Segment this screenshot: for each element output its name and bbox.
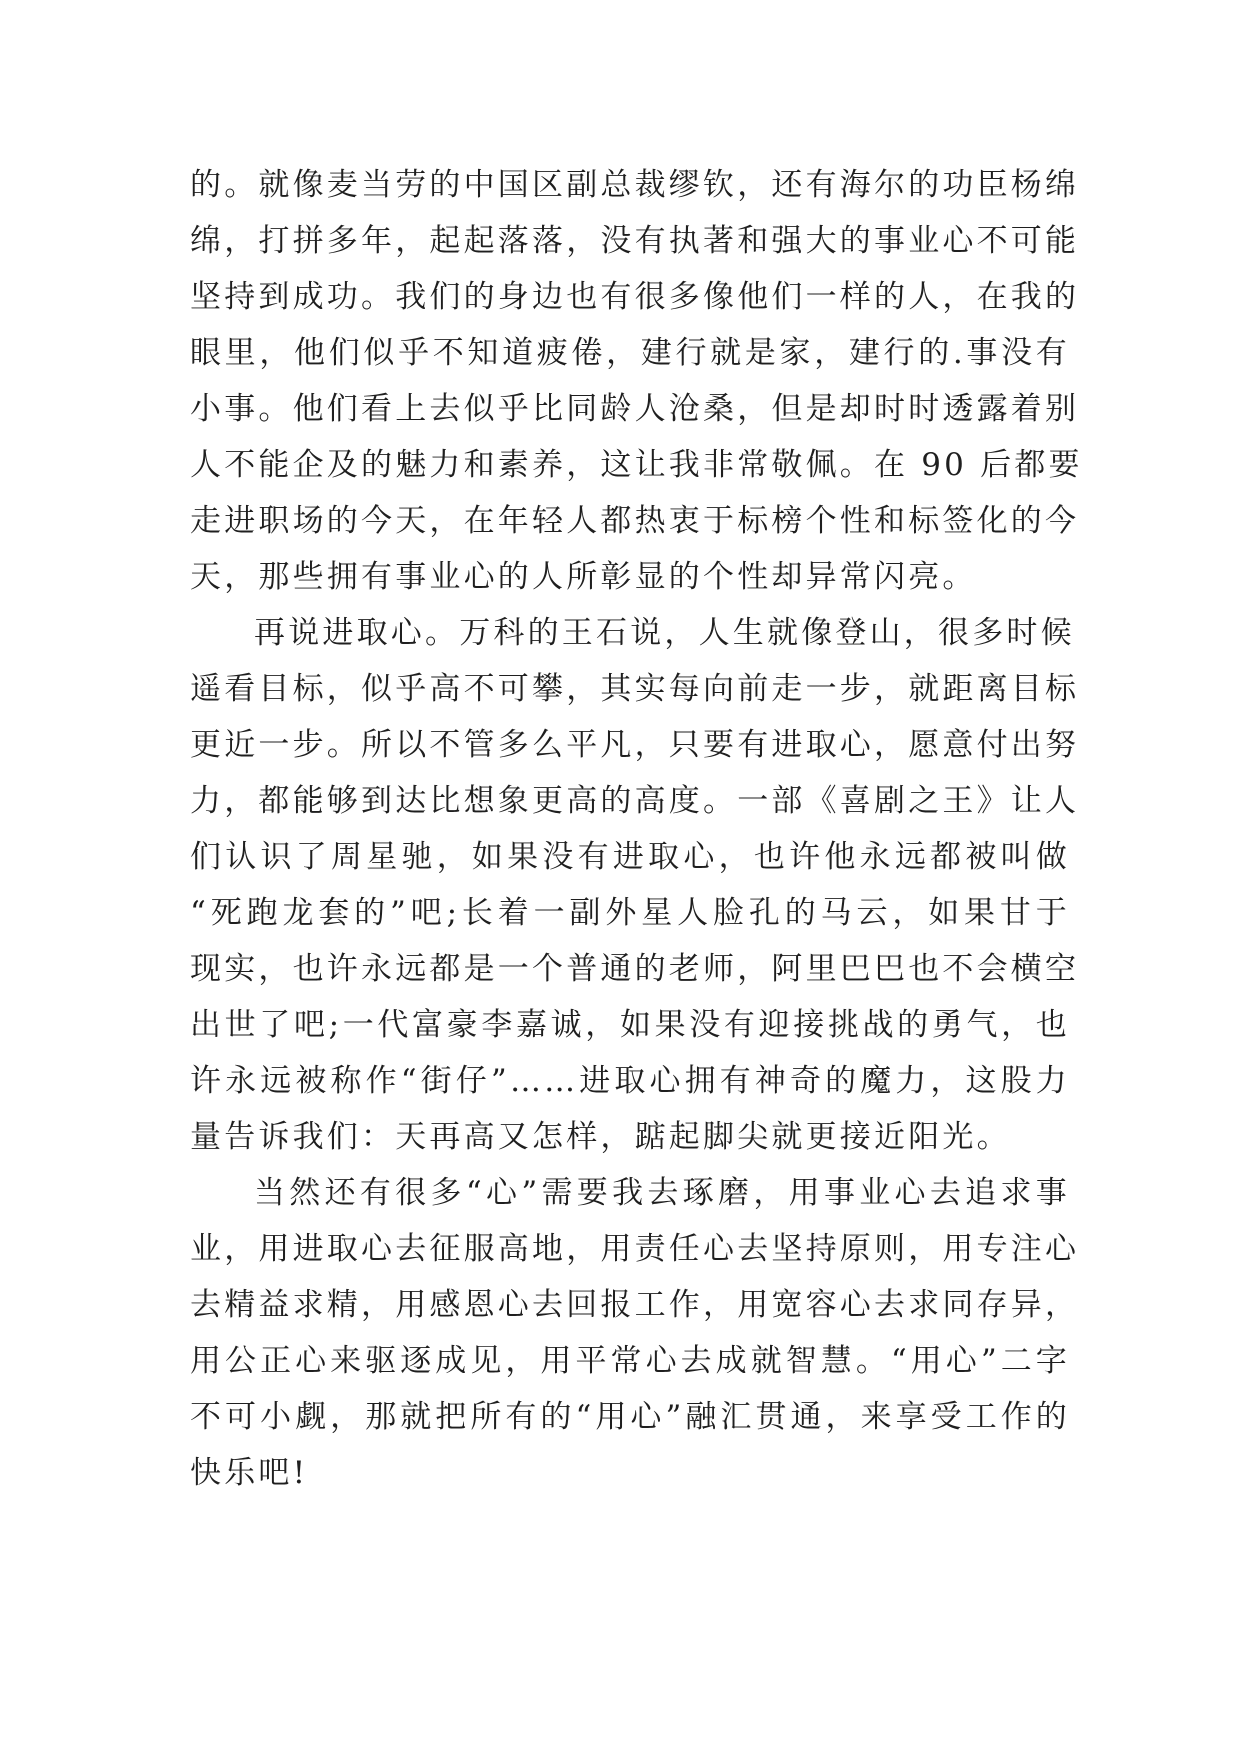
text-line: 眼里，他们似乎不知道疲倦，建行就是家，建行的.事没有 bbox=[190, 335, 1070, 371]
text-line: 的。就像麦当劳的中国区副总裁缪钦，还有海尔的功臣杨绵 bbox=[190, 167, 1080, 203]
text-line: 去精益求精，用感恩心去回报工作，用宽容心去求同存异， bbox=[190, 1287, 1080, 1323]
text-line: 用公正心来驱逐成见，用平常心去成就智慧。“用心”二字 bbox=[190, 1343, 1070, 1379]
text-line: 不可小觑，那就把所有的“用心”融汇贯通，来享受工作的 bbox=[190, 1399, 1070, 1435]
text-line: 现实，也许永远都是一个普通的老师，阿里巴巴也不会横空 bbox=[190, 951, 1080, 987]
text-line: 快乐吧! bbox=[190, 1455, 309, 1491]
text-line: 走进职场的今天，在年轻人都热衷于标榜个性和标签化的今 bbox=[190, 503, 1080, 539]
text-line: 力，都能够到达比想象更高的高度。一部《喜剧之王》让人 bbox=[190, 783, 1080, 819]
text-line: 遥看目标，似乎高不可攀，其实每向前走一步，就距离目标 bbox=[190, 671, 1080, 707]
text-line: 人不能企及的魅力和素养，这让我非常敬佩。在 90 后都要 bbox=[190, 447, 1083, 483]
text-line: 绵，打拼多年，起起落落，没有执著和强大的事业心不可能 bbox=[190, 223, 1080, 259]
text-line: 们认识了周星驰，如果没有进取心，也许他永远都被叫做 bbox=[190, 839, 1070, 875]
paragraph-first-line: 再说进取心。万科的王石说，人生就像登山，很多时候 bbox=[254, 615, 1075, 651]
text-line: 业，用进取心去征服高地，用责任心去坚持原则，用专注心 bbox=[190, 1231, 1080, 1267]
paragraph-first-line: 当然还有很多“心”需要我去琢磨，用事业心去追求事 bbox=[254, 1175, 1070, 1211]
text-line: 出世了吧;一代富豪李嘉诚，如果没有迎接挑战的勇气，也 bbox=[190, 1007, 1070, 1043]
text-line: 更近一步。所以不管多么平凡，只要有进取心，愿意付出努 bbox=[190, 727, 1080, 763]
text-line: “死跑龙套的”吧;长着一副外星人脸孔的马云，如果甘于 bbox=[190, 895, 1070, 931]
text-line: 天，那些拥有事业心的人所彰显的个性却异常闪亮。 bbox=[190, 559, 977, 595]
text-line: 许永远被称作“街仔”……进取心拥有神奇的魔力，这股力 bbox=[190, 1063, 1070, 1099]
text-line: 坚持到成功。我们的身边也有很多像他们一样的人，在我的 bbox=[190, 279, 1080, 315]
text-line: 量告诉我们：天再高又怎样，踮起脚尖就更接近阳光。 bbox=[190, 1119, 1011, 1155]
text-line: 小事。他们看上去似乎比同龄人沧桑，但是却时时透露着别 bbox=[190, 391, 1080, 427]
